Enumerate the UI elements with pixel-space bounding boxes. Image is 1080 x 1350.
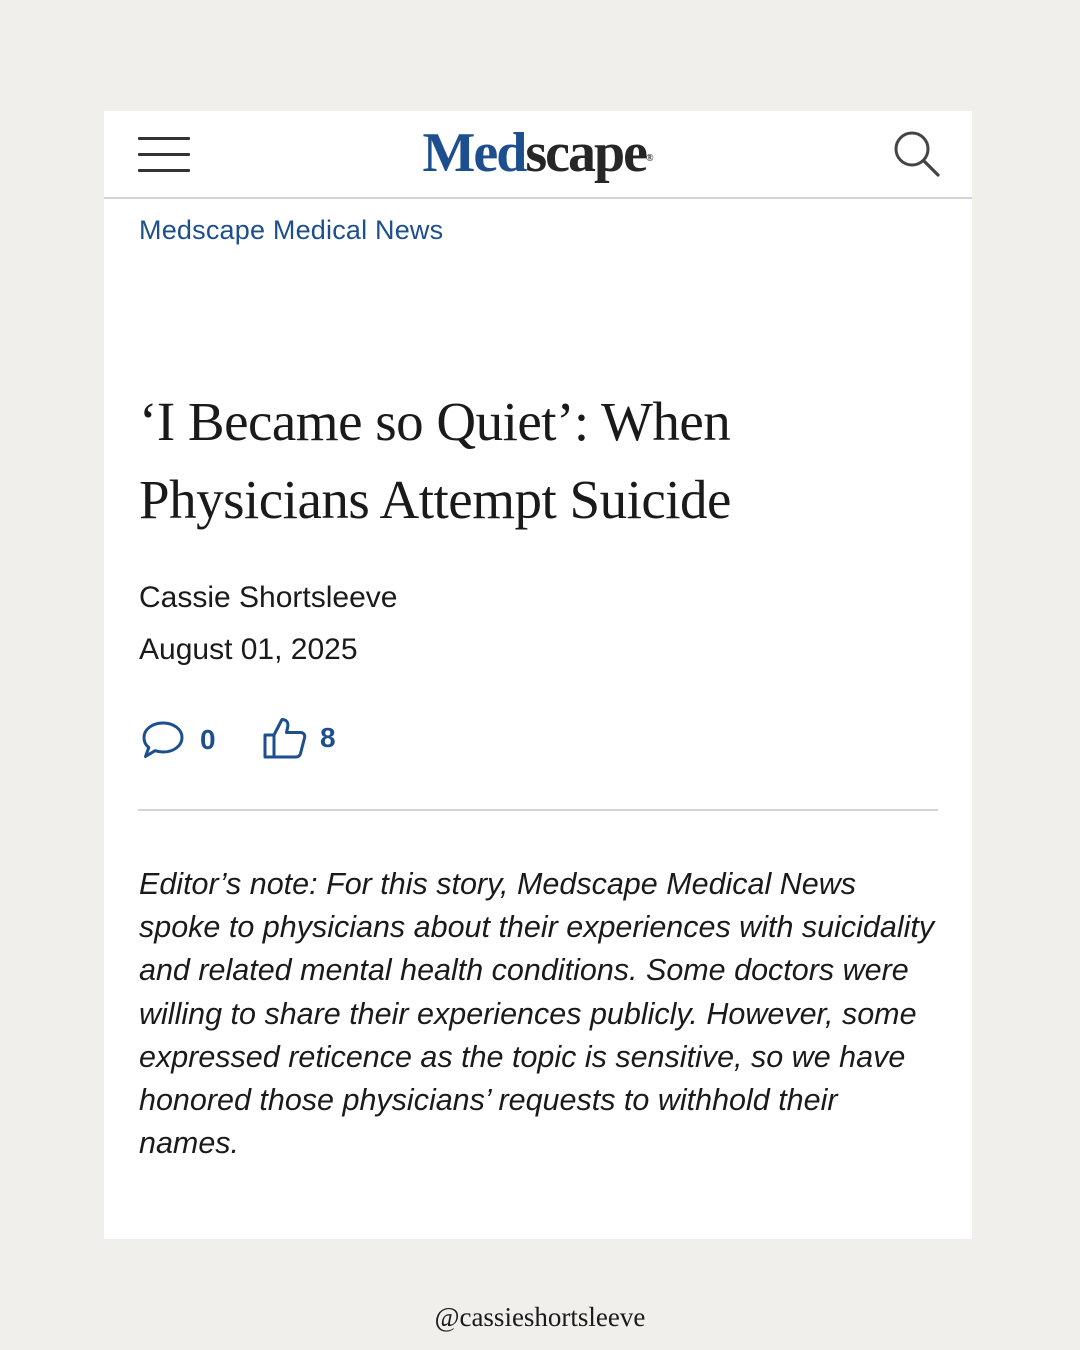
registered-mark: ® xyxy=(646,153,654,164)
article-card xyxy=(104,111,972,1239)
search-icon[interactable] xyxy=(890,127,942,179)
comments-button[interactable] xyxy=(140,718,216,762)
thumbs-up-icon xyxy=(262,716,308,760)
medscape-logo[interactable] xyxy=(104,121,972,185)
like-button[interactable] xyxy=(262,716,336,760)
likes-count: 8 xyxy=(320,722,336,753)
social-handle: @cassieshortsleeve xyxy=(434,1302,646,1332)
divider xyxy=(138,809,938,811)
article-title: ‘I Became so Quiet’: When Physicians Attempt Suicide xyxy=(139,391,731,530)
publish-date: August 01, 2025 xyxy=(139,633,358,666)
comment-bubble-icon xyxy=(140,720,186,760)
comments-count: 0 xyxy=(200,724,216,755)
logo-scape: scape xyxy=(525,122,647,184)
site-header xyxy=(104,111,972,199)
editors-note: Editor’s note: For this story, Medscape Medical News spoke to physicians about their experiences with suicidality and related mental health conditions. Some doctors were willing to share their experiences publicly. However, some expressed reticence as the topic is sensitive, so we have honored those physicians’ requests to withhold their names. xyxy=(139,867,935,1161)
section-link[interactable]: Medscape Medical News xyxy=(139,215,444,245)
author-name[interactable]: Cassie Shortsleeve xyxy=(139,581,398,614)
logo-med: Med xyxy=(422,122,526,184)
